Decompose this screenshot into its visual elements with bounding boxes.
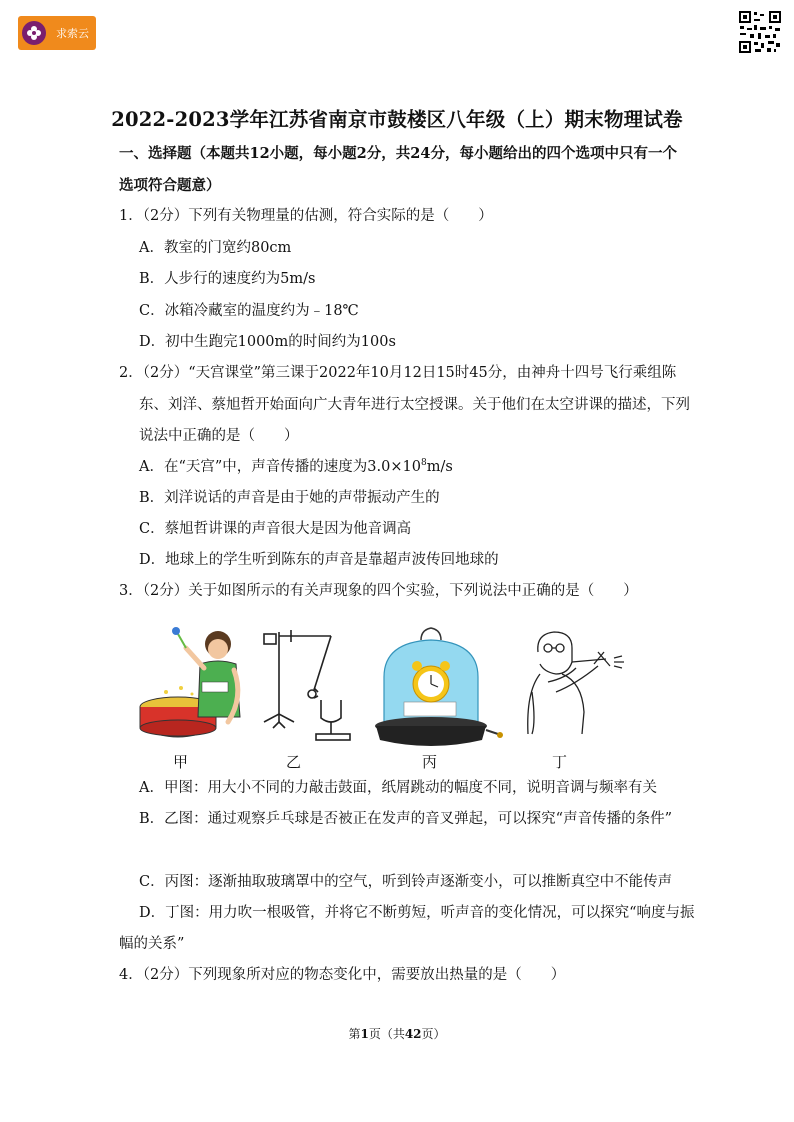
section-heading-line2: 选项符合题意）: [119, 177, 221, 194]
q2-option-a-unit: m/s: [426, 459, 453, 475]
straw-man-figure: [528, 632, 624, 734]
q2-option-b: B．刘洋说话的声音是由于她的声带振动产生的: [139, 490, 440, 506]
fig-label-bing: 丙: [422, 753, 438, 771]
q1-option-c: C．冰箱冷藏室的温度约为﹣18℃: [139, 303, 359, 319]
q3-option-c: C．丙图：逐渐抽取玻璃罩中的空气，听到铃声逐渐变小，可以推断真空中不能传声: [139, 874, 673, 890]
q2-option-a: [139, 457, 453, 477]
fig-label-jia: 甲: [173, 753, 189, 771]
fig-label-ding: 丁: [552, 753, 568, 771]
q2-option-d: D．地球上的学生听到陈东的声音是靠超声波传回地球的: [139, 552, 499, 568]
brand-logo: [18, 16, 96, 50]
page-footer: [0, 1025, 794, 1042]
q1-option-a: A．教室的门宽约80cm: [139, 240, 292, 256]
footer-prefix: 第: [348, 1027, 361, 1041]
fig-label-yi: 乙: [286, 753, 302, 771]
q4-stem: 4．（2分）下列现象所对应的物态变化中，需要放出热量的是（ ）: [119, 967, 566, 983]
footer-suffix: 页）: [421, 1027, 446, 1041]
q2-option-a-exponent: 8: [420, 458, 427, 469]
q1-stem: 1．（2分）下列有关物理量的估测，符合实际的是（ ）: [119, 208, 493, 224]
flower-icon: [22, 21, 46, 45]
q3-option-d-line1: D．丁图：用力吹一根吸管，并将它不断剪短，听声音的变化情况，可以探究“响度与振: [139, 905, 695, 921]
q2-option-a-text: A．在“天宫”中，声音传播的速度为3.0×10: [139, 459, 421, 475]
tuning-fork-figure: [264, 630, 350, 740]
q3-option-b: B．乙图：通过观察乒乓球是否被正在发声的音叉弹起，可以探究“声音传播的条件”: [139, 811, 672, 827]
q2-stem-line2: 东、刘洋、蔡旭哲开始面向广大青年进行太空授课。关于他们在太空讲课的描述，下列: [139, 397, 690, 413]
bell-jar-figure: [375, 628, 503, 746]
q3-figures: [136, 622, 656, 772]
footer-page-number: 1: [360, 1027, 369, 1041]
q1-option-b: B．人步行的速度约为5m/s: [139, 271, 316, 287]
logo-text: 求索云: [56, 27, 89, 40]
drum-boy-figure: [140, 627, 240, 737]
q2-stem-line3: 说法中正确的是（ ）: [139, 428, 299, 444]
footer-middle: 页（共: [368, 1027, 405, 1041]
q3-option-a: A．甲图：用大小不同的力敲击鼓面，纸屑跳动的幅度不同，说明音调与频率有关: [139, 780, 657, 796]
qr-code-icon: [738, 10, 782, 54]
q2-stem-line1: 2．（2分）“天宫课堂”第三课于2022年10月12日15时45分，由神舟十四号飞行乘组陈: [119, 365, 677, 381]
q2-option-c: C．蔡旭哲讲课的声音很大是因为他音调高: [139, 521, 412, 537]
section-heading-line1: 一、选择题（本题共12小题，每小题2分，共24分，每小题给出的四个选项中只有一个: [119, 145, 677, 162]
q3-option-d-line2: 幅的关系”: [119, 936, 185, 952]
q3-stem: 3．（2分）关于如图所示的有关声现象的四个实验，下列说法中正确的是（ ）: [119, 583, 638, 599]
exam-title: 2022-2023学年江苏省南京市鼓楼区八年级（上）期末物理试卷: [111, 108, 683, 131]
footer-total-pages: 42: [404, 1027, 422, 1041]
q1-option-d: D．初中生跑完1000m的时间约为100s: [139, 334, 396, 350]
